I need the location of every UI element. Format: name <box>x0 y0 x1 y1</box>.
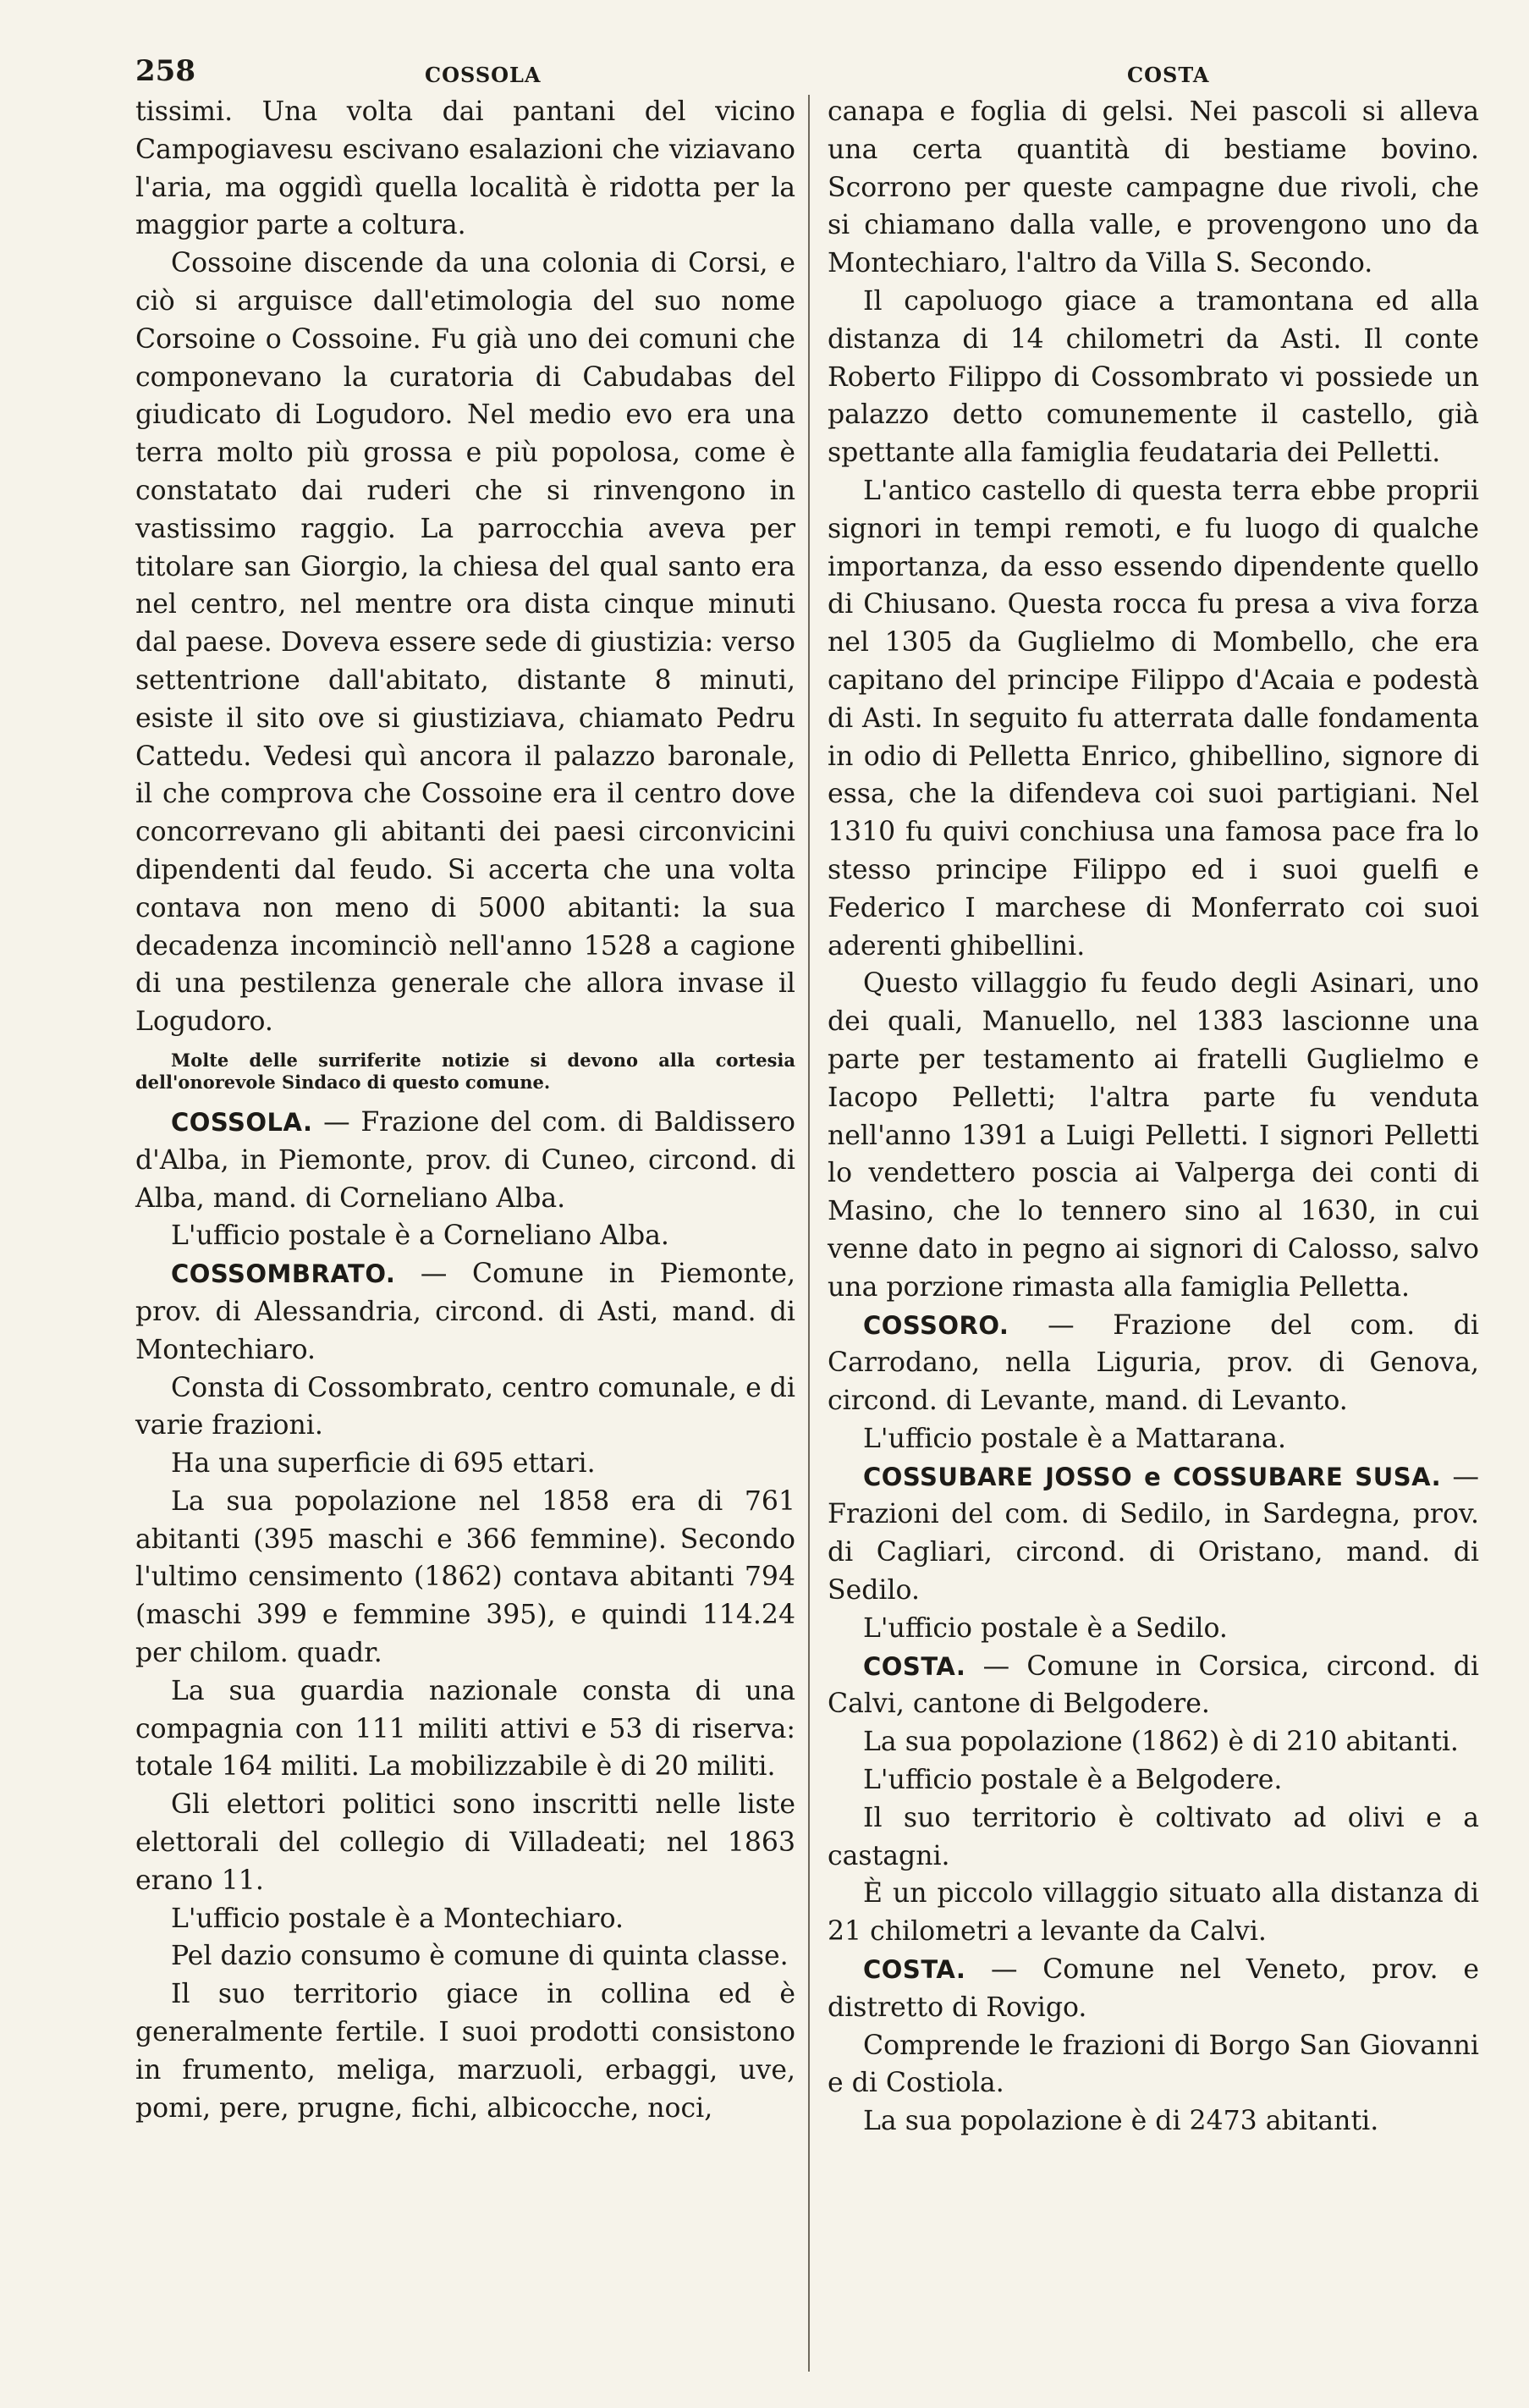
paragraph: L'ufficio postale è a Corneliano Alba. <box>171 1221 669 1252</box>
entry-text: — Frazione del com. di Carrodano, nella Liguria, prov. di Genova, circond. di Levante, mand. di Levanto. <box>828 1309 1479 1417</box>
left-column <box>135 93 795 2378</box>
paragraph: Ha una superficie di 695 ettari. <box>171 1448 596 1480</box>
paragraph: Il suo territorio giace in collina ed è generalmente fertile. I suoi prodotti consistono in frumento, meliga, marzuoli, erbaggi, uve, pomi, pere, prugne, fichi, albicocche, noci, <box>135 1979 795 2124</box>
paragraph: La sua popolazione è di 2473 abitanti. <box>863 2106 1379 2137</box>
paragraph: L'ufficio postale è a Montechiaro. <box>171 1903 624 1934</box>
paragraph: La sua guardia nazionale consta di una compagnia con 111 militi attivi e 53 di riserva: totale 164 militi. La mobilizzabile è di 20 militi. <box>135 1675 795 1783</box>
paragraph: Gli elettori politici sono inscritti nelle liste elettorali del collegio di Villadeati; nel 1863 erano 11. <box>135 1789 795 1896</box>
entry-heading: COSTA. <box>863 1651 966 1681</box>
paragraph: L'antico castello di questa terra ebbe proprii signori in tempi remoti, e fu luogo di qualche importanza, da esso essendo dipendente quello di Chiusano. Questa rocca fu presa a viva forza nel 1305 da Guglielmo di Mombello, che era capitano del principe Filippo d'Acaia e podestà di Asti. In seguito fu atterrata dalle fondamenta in odio di Pelletta Enrico, ghibellino, signore di essa, che la difendeva coi suoi partigiani. Nel 1310 fu quivi conchiusa una famosa pace fra lo stesso principe Filippo ed i suoi guelfi e Federico I marchese di Monferrato coi suoi aderenti ghibellini. <box>828 475 1479 962</box>
paragraph: La sua popolazione (1862) è di 210 abitanti. <box>863 1727 1459 1758</box>
entry-text: — Comune in Piemonte, prov. di Alessandria, circond. di Asti, mand. di Montechiaro. <box>135 1259 795 1365</box>
paragraph: tissimi. Una volta dai pantani del vicino Campogiavesu escivano esalazioni che viziavano l'aria, ma oggidì quella località è ridotta per la maggior parte a coltura. <box>135 96 795 241</box>
paragraph: Pel dazio consumo è comune di quinta classe. <box>171 1941 789 1972</box>
paragraph: Il capoluogo giace a tramontana ed alla distanza di 14 chilometri da Asti. Il conte Roberto Filippo di Cossombrato vi possiede un palazzo detto comunemente il castello, già spettante alla famiglia feudataria dei Pelletti. <box>828 285 1479 469</box>
paragraph: L'ufficio postale è a Belgodere. <box>863 1765 1283 1796</box>
paragraph: È un piccolo villaggio situato alla distanza di 21 chilometri a levante da Calvi. <box>828 1878 1479 1948</box>
entry-cossoro <box>828 1307 1479 1420</box>
entry-costa-corsica <box>828 1648 1479 1724</box>
column-divider <box>808 95 810 2372</box>
entry-heading: COSSOLA. <box>171 1107 313 1137</box>
entry-costa-veneto <box>828 1951 1479 2027</box>
entry-text: — Comune nel Veneto, prov. e distretto di Rovigo. <box>828 1954 1479 2023</box>
entry-heading: COSSOMBRATO. <box>171 1259 396 1289</box>
entry-heading: COSSUBARE JOSSO e COSSUBARE SUSA. <box>863 1462 1442 1491</box>
entry-cossubare <box>828 1458 1479 1610</box>
entry-text: — Frazione del com. di Baldissero d'Alba, in Piemonte, prov. di Cuneo, circond. di Alba, mand. di Corneliano Alba. <box>135 1106 795 1214</box>
entry-text: — Frazioni del com. di Sedilo, in Sardegna, prov. di Cagliari, circond. di Oristano, mand. di Sedilo. <box>828 1461 1479 1606</box>
paragraph: Cossoine discende da una colonia di Corsi, e ciò si arguisce dall'etimologia del suo nome Corsoine o Cossoine. Fu già uno dei comuni che componevano la curatoria di Cabudabas del giudicato di Logudoro. Nel medio evo era una terra molto più grossa e più popolosa, come è constatato dai ruderi che si rinvengono in vastissimo raggio. La parrocchia aveva per titolare san Giorgio, la chiesa del qual santo era nel centro, nel mentre ora dista cinque minuti dal paese. Doveva essere sede di giustizia: verso settentrione dall'abitato, distante 8 minuti, esiste il sito ove si giustiziava, chiamato Pedru Cattedu. Vedesi quì ancora il palazzo baronale, il che comprova che Cossoine era il centro dove concorrevano gli abitanti dei paesi circonvicini dipendenti dal feudo. Si accerta che una volta contava non meno di 5000 abitanti: la sua decadenza incominciò nell'anno 1528 a cagione di una pestilenza generale che allora invase il Logudoro. <box>135 248 795 1038</box>
entry-heading: COSTA. <box>863 1955 966 1985</box>
paragraph: L'ufficio postale è a Mattarana. <box>863 1423 1286 1454</box>
paragraph: Questo villaggio fu feudo degli Asinari, uno dei quali, Manuello, nel 1383 lascionne una parte per testamento ai fratelli Guglielmo e Iacopo Pelletti; l'altra parte fu venduta nell'anno 1391 a Luigi Pelletti. I signori Pelletti lo vendettero poscia ai Valperga dei conti di Masino, che lo tennero sino al 1630, in cui venne dato in pegno ai signori di Calosso, salvo una porzione rimasta alla famiglia Pelletta. <box>828 968 1479 1303</box>
running-head-left: COSSOLA <box>425 63 542 87</box>
paragraph: Consta di Cossombrato, centro comunale, e di varie frazioni. <box>135 1372 795 1441</box>
entry-text: — Comune in Corsica, circond. di Calvi, cantone di Belgodere. <box>828 1650 1479 1720</box>
paragraph: L'ufficio postale è a Sedilo. <box>863 1612 1228 1644</box>
entry-cossombrato <box>135 1255 795 1369</box>
footnote: Molte delle surriferite notizie si devono alla cortesia dell'onorevole Sindaco di questo comune. <box>135 1049 795 1093</box>
right-column <box>828 93 1479 2378</box>
running-head-right: COSTA <box>1127 63 1210 87</box>
paragraph: Il suo territorio è coltivato ad olivi e a castagni. <box>828 1802 1479 1871</box>
entry-heading: COSSORO. <box>863 1310 1009 1340</box>
entry-cossola <box>135 1104 795 1217</box>
paragraph: Comprende le frazioni di Borgo San Giovanni e di Costiola. <box>828 2030 1479 2099</box>
page-number: 258 <box>135 54 195 88</box>
paragraph: canapa e foglia di gelsi. Nei pascoli si alleva una certa quantità di bestiame bovino. Scorrono per queste campagne due rivoli, che si chiamano dalla valle, e provengono uno da Montechiaro, l'altro da Villa S. Secondo. <box>828 96 1479 279</box>
paragraph: La sua popolazione nel 1858 era di 761 abitanti (395 maschi e 366 femmine). Secondo l'ultimo censimento (1862) contava abitanti 794 (maschi 399 e femmine 395), e quindi 114.24 per chilom. quadr. <box>135 1485 795 1669</box>
